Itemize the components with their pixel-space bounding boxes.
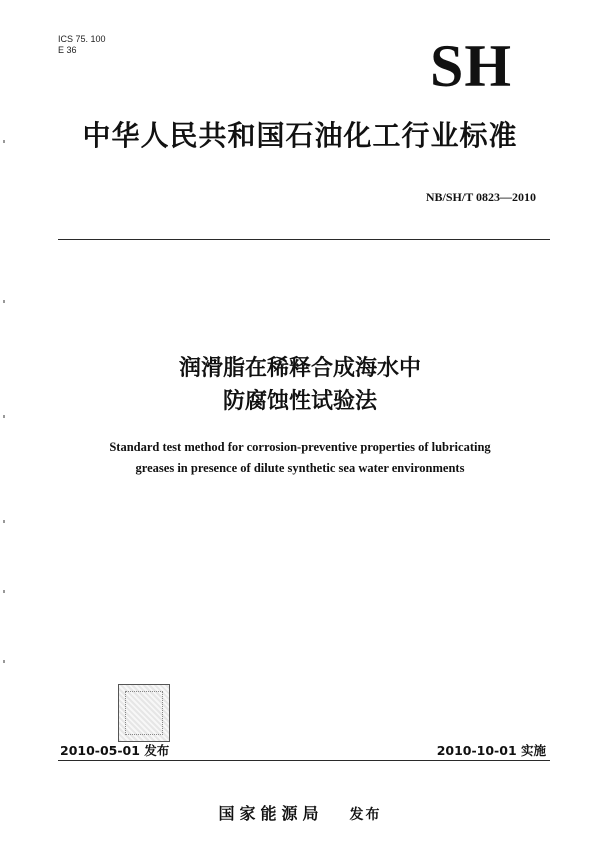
english-title-line-2: greases in presence of dilute synthetic sea water environments xyxy=(135,461,465,475)
ics-code: ICS 75. 100 xyxy=(58,34,106,44)
organization-title: 中华人民共和国石油化工行业标准 xyxy=(82,119,518,152)
standard-number: NB/SH/T 0823—2010 xyxy=(425,190,536,204)
publisher-suffix: 发布 xyxy=(349,807,382,823)
issue-date: 2010-05-01 发布 xyxy=(60,743,170,758)
chinese-title-line-2: 防腐蚀性试验法 xyxy=(222,389,377,414)
english-title-line-1: Standard test method for corrosion-preventive properties of lubricating xyxy=(109,440,491,454)
archive-stamp xyxy=(118,684,170,742)
header-divider xyxy=(58,239,550,240)
chinese-title xyxy=(0,352,600,418)
ccs-code: E 36 xyxy=(58,45,77,55)
publisher-line xyxy=(0,801,600,824)
footer-divider xyxy=(58,760,550,761)
effective-date: 2010-10-01 实施 xyxy=(436,743,546,758)
english-title xyxy=(0,437,600,479)
chinese-title-line-1: 润滑脂在稀释合成海水中 xyxy=(178,356,421,381)
sh-logo: SH xyxy=(429,33,512,99)
archive-stamp-border xyxy=(125,691,163,735)
publisher-name: 国家能源局 xyxy=(218,804,324,823)
classification-codes xyxy=(58,34,106,56)
